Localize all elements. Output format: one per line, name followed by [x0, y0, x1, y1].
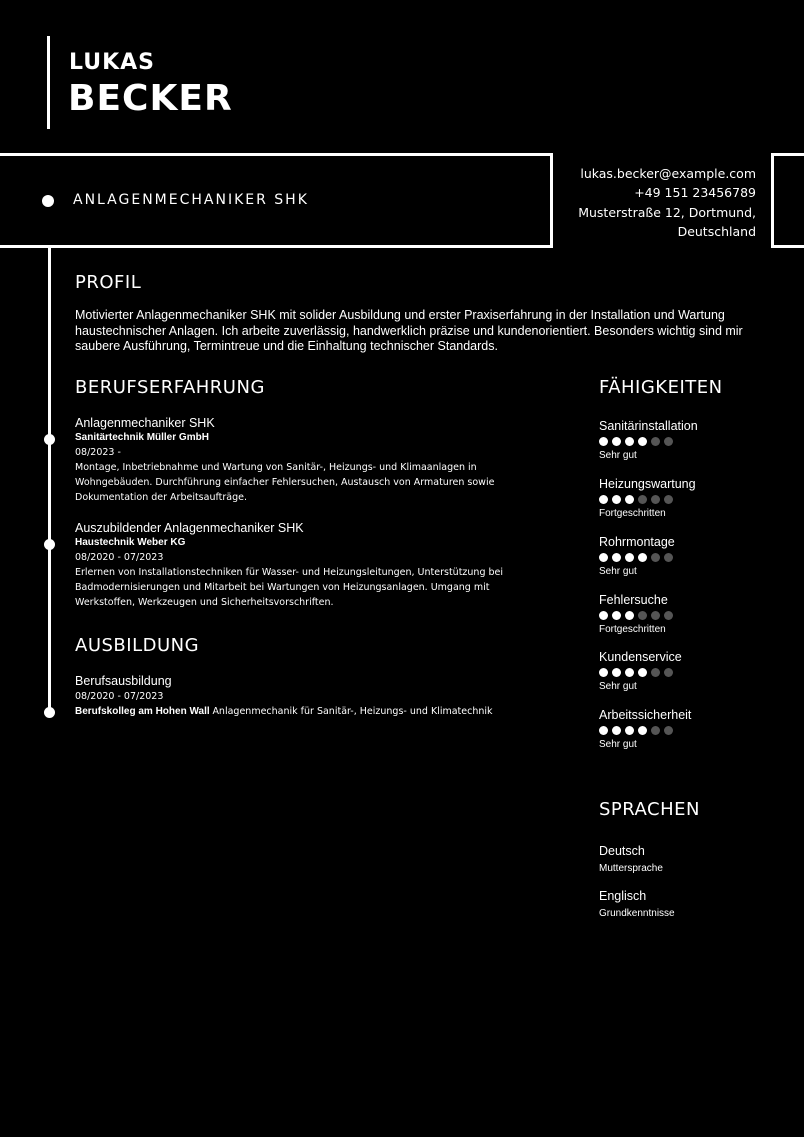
skill-name: Fehlersuche	[599, 593, 668, 607]
rating-dot-filled	[612, 726, 621, 735]
education-heading: AUSBILDUNG	[75, 635, 200, 656]
skill-name: Heizungswartung	[599, 477, 696, 491]
rating-dot-filled	[612, 668, 621, 677]
skill-rating	[599, 553, 779, 562]
rating-dot-empty	[664, 553, 673, 562]
rating-dot-filled	[638, 437, 647, 446]
rating-dot-filled	[599, 611, 608, 620]
timeline-line	[48, 248, 51, 715]
experience-company: Haustechnik Weber KG	[75, 537, 186, 548]
rating-dot-filled	[625, 437, 634, 446]
first-name: LUKAS	[69, 50, 156, 75]
skill-item	[599, 707, 779, 752]
experience-dates: 08/2020 - 07/2023	[75, 552, 164, 563]
rating-dot-filled	[599, 553, 608, 562]
skill-item	[599, 592, 779, 637]
skill-level: Sehr gut	[599, 681, 637, 692]
skill-rating	[599, 726, 779, 735]
skill-rating	[599, 495, 779, 504]
language-item	[599, 843, 779, 876]
rating-dot-filled	[612, 437, 621, 446]
rating-dot-empty	[664, 611, 673, 620]
rating-dot-filled	[625, 495, 634, 504]
skill-name: Arbeitssicherheit	[599, 708, 692, 722]
rating-dot-filled	[625, 553, 634, 562]
contact-phone[interactable]: +49 151 23456789	[634, 185, 756, 201]
education-school: Berufskolleg am Hohen Wall	[75, 706, 210, 717]
rating-dot-filled	[612, 553, 621, 562]
rating-dot-filled	[638, 726, 647, 735]
experience-entry	[75, 415, 545, 505]
contact-email[interactable]: lukas.becker@example.com	[580, 166, 756, 181]
timeline-dot	[44, 707, 55, 718]
languages-heading: SPRACHEN	[599, 799, 700, 820]
rating-dot-filled	[625, 611, 634, 620]
skill-item	[599, 534, 779, 579]
rating-dot-filled	[599, 668, 608, 677]
rating-dot-filled	[625, 668, 634, 677]
rating-dot-empty	[651, 668, 660, 677]
profile-text: Motivierter Anlagenmechaniker SHK mit solider Ausbildung und erster Praxiserfahrung in der Installation und Wartung haustechnischer Anlagen. Ich arbeite zuverlässig, handwerklich präzise und kundenorientiert. Besonders wichtig sind mir saubere Ausführung, Termintreue und die Einhaltung technischer Standards.	[75, 308, 743, 353]
experience-company: Sanitärtechnik Müller GmbH	[75, 432, 209, 443]
education-entry	[75, 673, 545, 720]
job-title: ANLAGENMECHANIKER SHK	[73, 192, 309, 208]
skill-level: Sehr gut	[599, 739, 637, 750]
rating-dot-filled	[599, 437, 608, 446]
language-name: Englisch	[599, 889, 647, 903]
skill-rating	[599, 611, 779, 620]
rating-dot-empty	[651, 437, 660, 446]
language-name: Deutsch	[599, 844, 645, 858]
rating-dot-filled	[625, 726, 634, 735]
skills-heading: FÄHIGKEITEN	[599, 377, 723, 398]
name-accent-bar	[47, 36, 50, 129]
skill-name: Rohrmontage	[599, 535, 675, 549]
experience-description: Erlernen von Installationstechniken für Wasser- und Heizungsleitungen, Unterstützung bei Badmodernisierungen und Mitarbeit bei Wartungen von Heizungsanlagen. Umgang mit Werkstoffen, Werkzeugen und Sicherheitsvorschriften.	[75, 567, 504, 608]
rating-dot-empty	[664, 668, 673, 677]
rating-dot-empty	[651, 495, 660, 504]
skill-level: Sehr gut	[599, 566, 637, 577]
education-field: Anlagenmechanik für Sanitär-, Heizungs- und Klimatechnik	[212, 706, 493, 717]
rating-dot-filled	[638, 553, 647, 562]
rating-dot-empty	[651, 553, 660, 562]
rating-dot-empty	[664, 495, 673, 504]
experience-dates: 08/2023 -	[75, 447, 121, 458]
contact-address-line2: Deutschland	[677, 223, 756, 239]
contact-address-line1: Musterstraße 12, Dortmund,	[578, 204, 756, 220]
timeline-dot	[44, 434, 55, 445]
skill-level: Sehr gut	[599, 450, 637, 461]
skill-rating	[599, 437, 779, 446]
rating-dot-filled	[612, 611, 621, 620]
language-level: Muttersprache	[599, 863, 663, 874]
skill-name: Sanitärinstallation	[599, 419, 698, 433]
rating-dot-filled	[599, 726, 608, 735]
skill-item	[599, 418, 779, 463]
language-level: Grundkenntnisse	[599, 908, 675, 919]
skill-rating	[599, 668, 779, 677]
rating-dot-empty	[638, 611, 647, 620]
rating-dot-filled	[599, 495, 608, 504]
education-degree: Berufsausbildung	[75, 674, 172, 688]
contact-block	[556, 164, 756, 241]
skill-item	[599, 476, 779, 521]
profile-heading: PROFIL	[75, 272, 142, 293]
skill-item	[599, 649, 779, 694]
rating-dot-filled	[638, 668, 647, 677]
experience-position: Auszubildender Anlagenmechaniker SHK	[75, 521, 304, 535]
decorative-box	[771, 153, 804, 248]
experience-description: Montage, Inbetriebnahme und Wartung von Sanitär-, Heizungs- und Klimaanlagen in Wohngebäuden. Durchführung einfacher Fehlersuchen, Austausch von Armaturen sowie Dokumentation der Arbeitsaufträge.	[75, 462, 495, 503]
timeline-dot	[44, 539, 55, 550]
rating-dot-empty	[638, 495, 647, 504]
skill-level: Fortgeschritten	[599, 624, 666, 635]
rating-dot-empty	[664, 726, 673, 735]
rating-dot-empty	[651, 611, 660, 620]
education-dates: 08/2020 - 07/2023	[75, 691, 164, 702]
skill-level: Fortgeschritten	[599, 508, 666, 519]
rating-dot-empty	[651, 726, 660, 735]
skill-name: Kundenservice	[599, 650, 682, 664]
language-item	[599, 888, 779, 921]
rating-dot-empty	[664, 437, 673, 446]
experience-entry	[75, 520, 545, 610]
rating-dot-filled	[612, 495, 621, 504]
last-name: BECKER	[68, 78, 233, 119]
job-title-bullet	[42, 195, 54, 207]
experience-heading: BERUFSERFAHRUNG	[75, 377, 265, 398]
experience-position: Anlagenmechaniker SHK	[75, 416, 215, 430]
